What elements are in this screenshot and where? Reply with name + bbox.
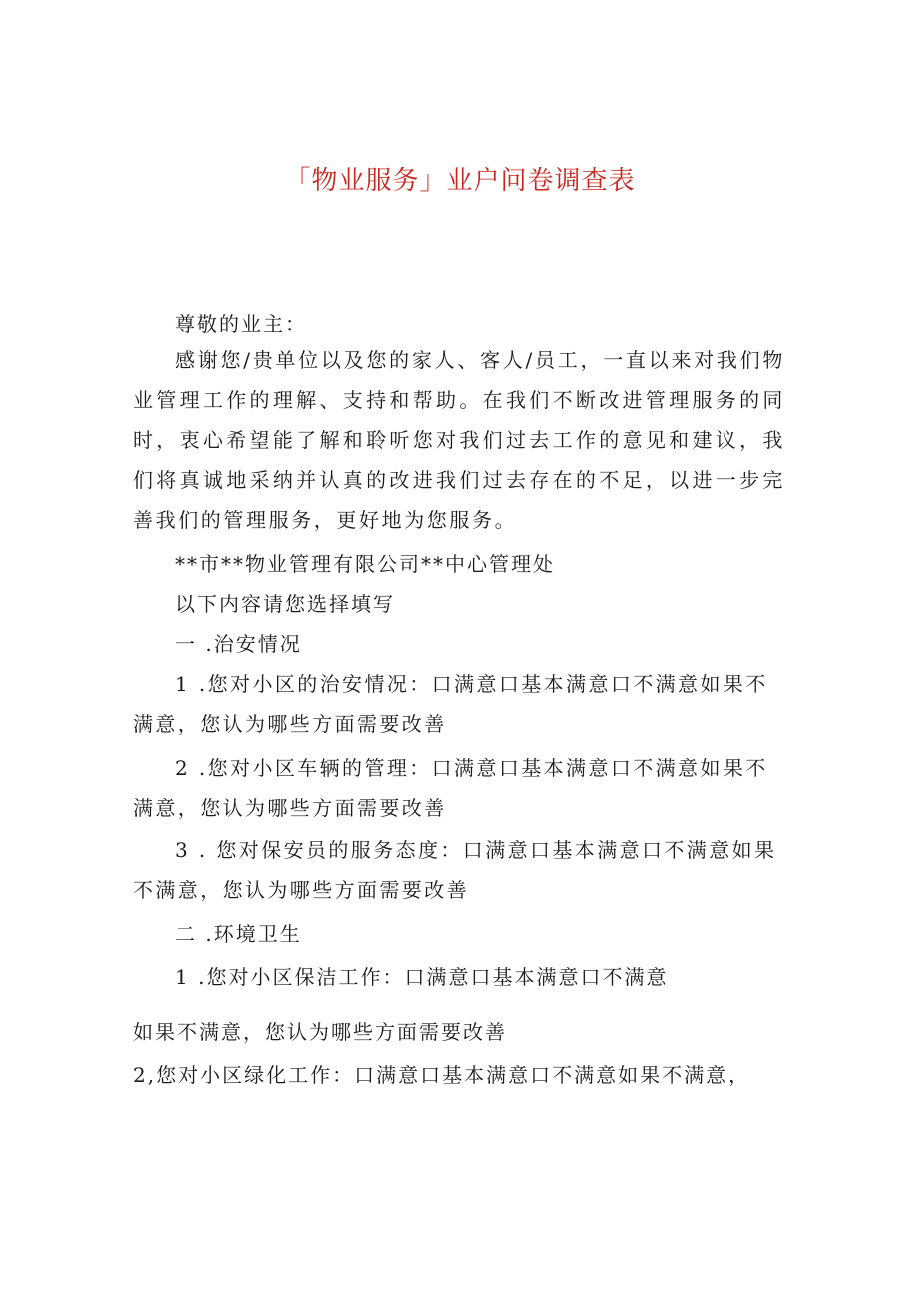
- document-title: 「物业服务」业户问卷调查表: [284, 166, 636, 196]
- section2-question-1-followup: 如果不满意，您认为哪些方面需要改善: [133, 1020, 507, 1044]
- section2-heading: 二 .环境卫生: [175, 922, 302, 946]
- section2-question-2: 2,您对小区绿化工作：口满意口基本满意口不满意如果不满意，: [133, 1063, 751, 1087]
- section1-question-1: 1 .您对小区的治安情况：口满意口基本满意口不满意如果不满意，您认为哪些方面需要改善: [133, 672, 768, 736]
- instruction: 以下内容请您选择填写: [175, 592, 395, 616]
- salutation: 尊敬的业主：: [175, 312, 307, 336]
- section1-question-2: 2 .您对小区车辆的管理：口满意口基本满意口不满意如果不满意，您认为哪些方面需要改善: [133, 756, 768, 820]
- section2-question-1: 1 .您对小区保洁工作：口满意口基本满意口不满意: [175, 965, 669, 989]
- section1-question-3: 3 . 您对保安员的服务态度：口满意口基本满意口不满意如果不满意，您认为哪些方面需要改善: [133, 838, 777, 902]
- signature: **市**物业管理有限公司**中心管理处: [175, 552, 555, 576]
- section1-heading: 一 .治安情况: [175, 632, 302, 656]
- intro-paragraph: 感谢您/贵单位以及您的家人、客人/员工，一直以来对我们物业管理工作的理解、支持和帮助。在我们不断改进管理服务的同时，衷心希望能了解和聆听您对我们过去工作的意见和建议，我们将真诚地采纳并认真的改进我们过去存在的不足，以进一步完善我们的管理服务，更好地为您服务。: [133, 348, 785, 532]
